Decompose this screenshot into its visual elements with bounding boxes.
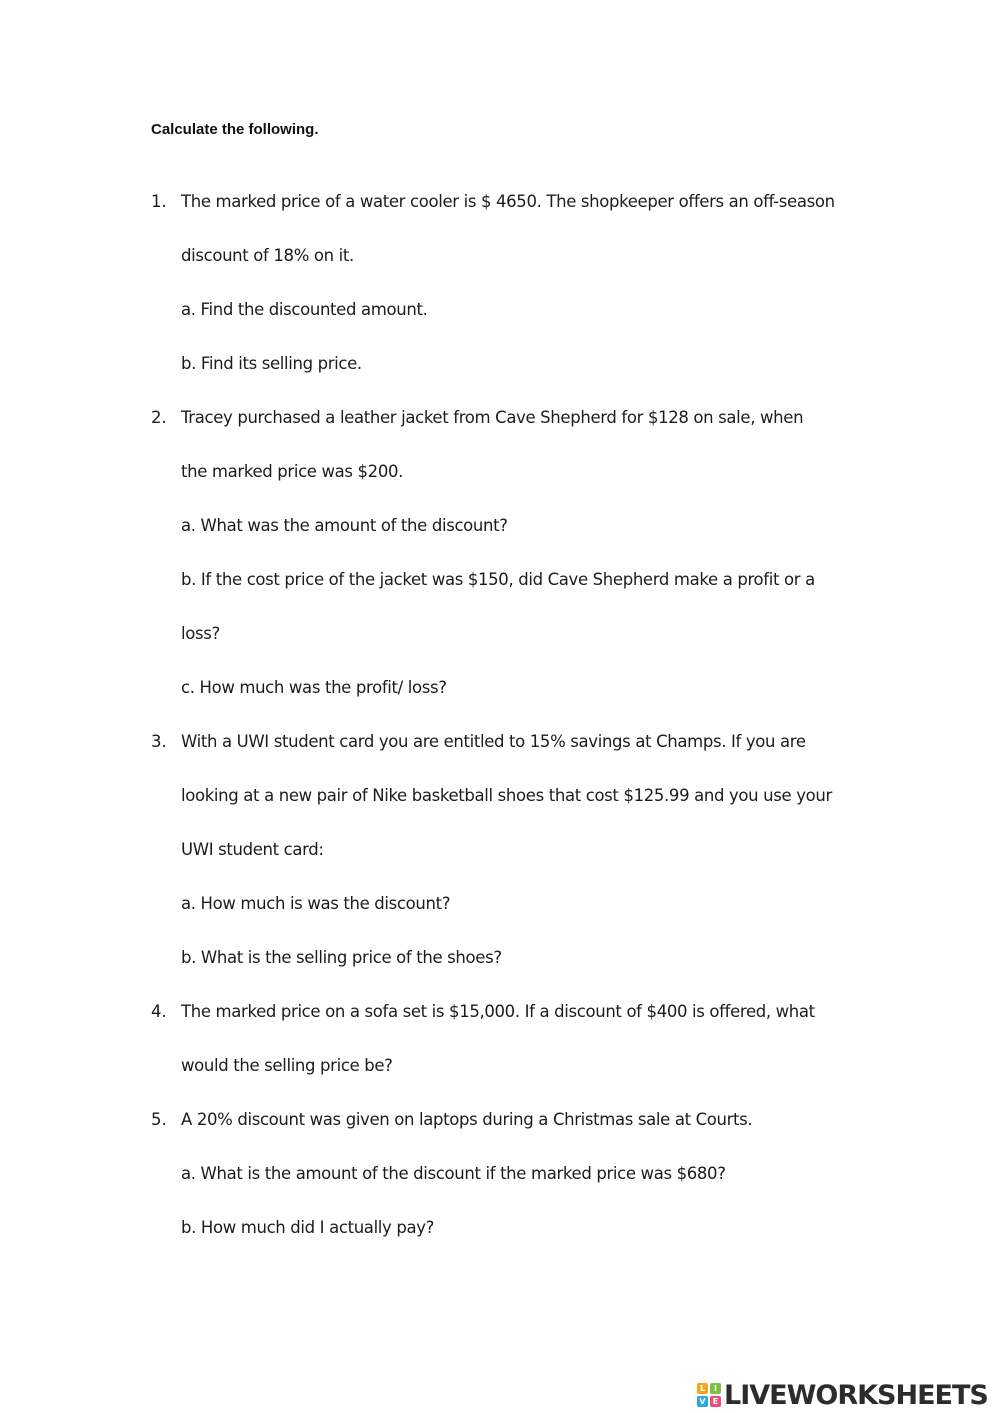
question-4-number: 4.	[151, 1002, 167, 1021]
question-2-line-1: Tracey purchased a leather jacket from Cave Shepherd for $128 on sale, when	[181, 408, 804, 427]
question-3-line-2: looking at a new pair of Nike basketball shoes that cost $125.99 and you use your	[181, 786, 832, 805]
logo-wordmark: LIVEWORKSHEETS	[724, 1379, 988, 1411]
question-5-part-a: a. What is the amount of the discount if the marked price was $680?	[181, 1164, 726, 1183]
question-4-line-2: would the selling price be?	[181, 1056, 393, 1075]
question-1-line-1: The marked price of a water cooler is $ 4650. The shopkeeper offers an off-season	[181, 192, 835, 211]
question-1-part-a: a. Find the discounted amount.	[181, 300, 428, 319]
question-1-line-2: discount of 18% on it.	[181, 246, 354, 265]
question-5-part-b: b. How much did I actually pay?	[181, 1218, 435, 1237]
question-2-number: 2.	[151, 408, 167, 427]
question-4-line-1: The marked price on a sofa set is $15,000. If a discount of $400 is offered, what	[181, 1002, 815, 1021]
question-2-part-c: c. How much was the profit/ loss?	[181, 678, 447, 697]
question-5-number: 5.	[151, 1110, 167, 1129]
question-3-number: 3.	[151, 732, 167, 751]
worksheet-heading: Calculate the following.	[151, 121, 319, 138]
logo-cell-v: V	[697, 1396, 708, 1407]
question-5-line-1: A 20% discount was given on laptops during a Christmas sale at Courts.	[181, 1110, 753, 1129]
question-2-line-2: the marked price was $200.	[181, 462, 404, 481]
question-3-line-3: UWI student card:	[181, 840, 324, 859]
logo-mark-icon	[697, 1383, 721, 1407]
liveworksheets-logo	[697, 1380, 988, 1410]
question-3-line-1: With a UWI student card you are entitled to 15% savings at Champs. If you are	[181, 732, 806, 751]
question-2-part-a: a. What was the amount of the discount?	[181, 516, 508, 535]
question-2-part-b: b. If the cost price of the jacket was $150, did Cave Shepherd make a profit or a	[181, 570, 815, 589]
logo-cell-i: I	[710, 1383, 721, 1394]
question-1-number: 1.	[151, 192, 167, 211]
logo-cell-l: L	[697, 1383, 708, 1394]
logo-cell-e: E	[710, 1396, 721, 1407]
question-3-part-a: a. How much is was the discount?	[181, 894, 451, 913]
question-3-part-b: b. What is the selling price of the shoes?	[181, 948, 502, 967]
question-2-part-b-cont: loss?	[181, 624, 220, 643]
question-1-part-b: b. Find its selling price.	[181, 354, 362, 373]
